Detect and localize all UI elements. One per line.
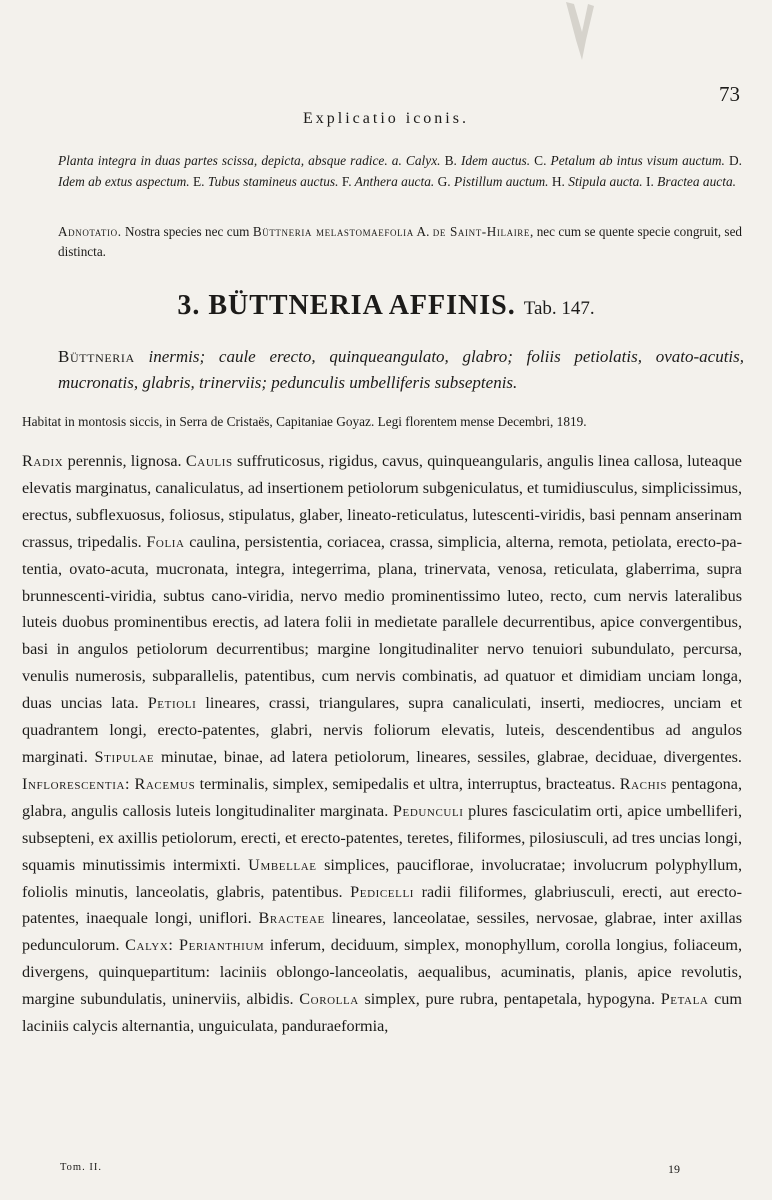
species-diagnosis: Büttneria inermis; caule erecto, quinqueangulato, glabro; foliis petiolatis, ovato-acutis, mucronatis, glabris, trinerviis; pedunculis umbelliferis subseptenis.	[58, 347, 745, 392]
page-number: 73	[719, 82, 740, 106]
species-heading	[0, 290, 772, 322]
explicatio-title: Explicatio iconis.	[303, 110, 469, 127]
adnotatio-label: Adnotatio.	[58, 224, 122, 239]
page-speck-mark	[558, 0, 598, 64]
plate-reference: Tab. 147.	[523, 298, 595, 319]
species-name: BÜTTNERIA AFFINIS.	[208, 290, 516, 321]
gathering-signature: 19	[668, 1162, 680, 1176]
explicatio-iconis-text: Planta integra in duas partes scissa, depicta, absque radice. a. Calyx. B. Idem auctus. C. Petalum ab intus visum auctum. D. Idem ab extus aspectum. E. Tubus stamineus auctus. F. Anthera aucta. G. Pistillum auctum. H. Stipula aucta. I. Bractea aucta.	[58, 153, 742, 189]
tome-signature: Tom. II.	[60, 1162, 102, 1173]
adnotatio-paragraph: Adnotatio. Nostra species nec cum Büttneria melastomaefolia A. de Saint-Hilaire, nec cum se quente specie congruit, sed distincta.	[58, 224, 743, 259]
habitat-line: Habitat in montosis siccis, in Serra de Cristaës, Capitaniae Goyaz. Legi florentem mense Decembri, 1819.	[22, 414, 587, 429]
species-description: Radix perennis, lignosa. Caulis suffruticosus, rigidus, cavus, quinqueangularis, angulis linea callosa, luteaque elevatis marginatus, canaliculatus, ad insertionem petiolorum subgeniculatus, et tumidiusculus, simplicissimus, erectus, subflexuosus, foliosus, stipulatus, glaber, lineato-reticulatus, lutescenti-viridis, basi pennam anserinam crassus, tripedalis. Folia caulina, persistentia, coriacea, crassa, simplicia, alterna, remota, petiolata, erecto-patentia, ovato-acuta, mucronata, integra, integerrima, plana, trinervata, venosa, reticulata, glaberrima, supra brunnescenti-viridia, subtus cano-viridia, nervo medio prominentissimo luteo, recto, cum nervis lateralibus luteis duobus prominentibus erectis, ad latera folii in medietate parallele decurrentibus, apice convergentibus, basi in angulos petiolorum decurrentibus; margine longitudinaliter nervo tenuiori subundulato, percursa, venulis numerosis, subparallelis, patentibus, cum nervis combinatis, ad quatuor et dimidiam unciam longa, duas uncias lata. Petioli lineares, crassi, triangulares, supra canaliculati, inserti, mediocres, unciam et quadrantem longi, erecto-patentes, glabri, nervis foliorum elevatis, luteis, descendentibus ad angulos marginati. Stipulae minutae, binae, ad latera petiolorum, lineares, sessiles, glabrae, deciduae, divergentes. Inflorescentia: Racemus terminalis, simplex, semipedalis et ultra, interruptus, bracteatus. Rachis pentagona, glabra, angulis callosis luteis longitudinaliter marginata. Pedunculi plures fasciculatim orti, apice umbelliferi, subsepteni, ex axillis petiolorum, erecti, et erecto-patentes, teretes, filiformes, pilosiusculi, ad tres uncias longi, squamis minutissimis intermixti. Umbellae simplices, pauciflorae, involucratae; involucrum polyphyllum, foliolis minutis, lanceolatis, glabris, patentibus. Pedicelli radii filiformes, glabriusculi, erecti, aut erecto-patentes, inaequale longi, uniflori. Bracteae lineares, lanceolatae, sessiles, nervosae, glabrae, inter axillas pedunculorum. Calyx: Perianthium inferum, deciduum, simplex, monophyllum, corolla longius, foliaceum, divergens, quinquepartitum: laciniis oblongo-lanceolatis, aequalibus, acuminatis, planis, apice revolutis, margine subundulatis, uninerviis, albidis. Corolla simplex, pure rubra, pentapetala, hypogyna. Petala cum laciniis calycis alternantia, unguiculata, panduraeformia,	[22, 452, 743, 1036]
species-number: 3.	[177, 290, 201, 321]
